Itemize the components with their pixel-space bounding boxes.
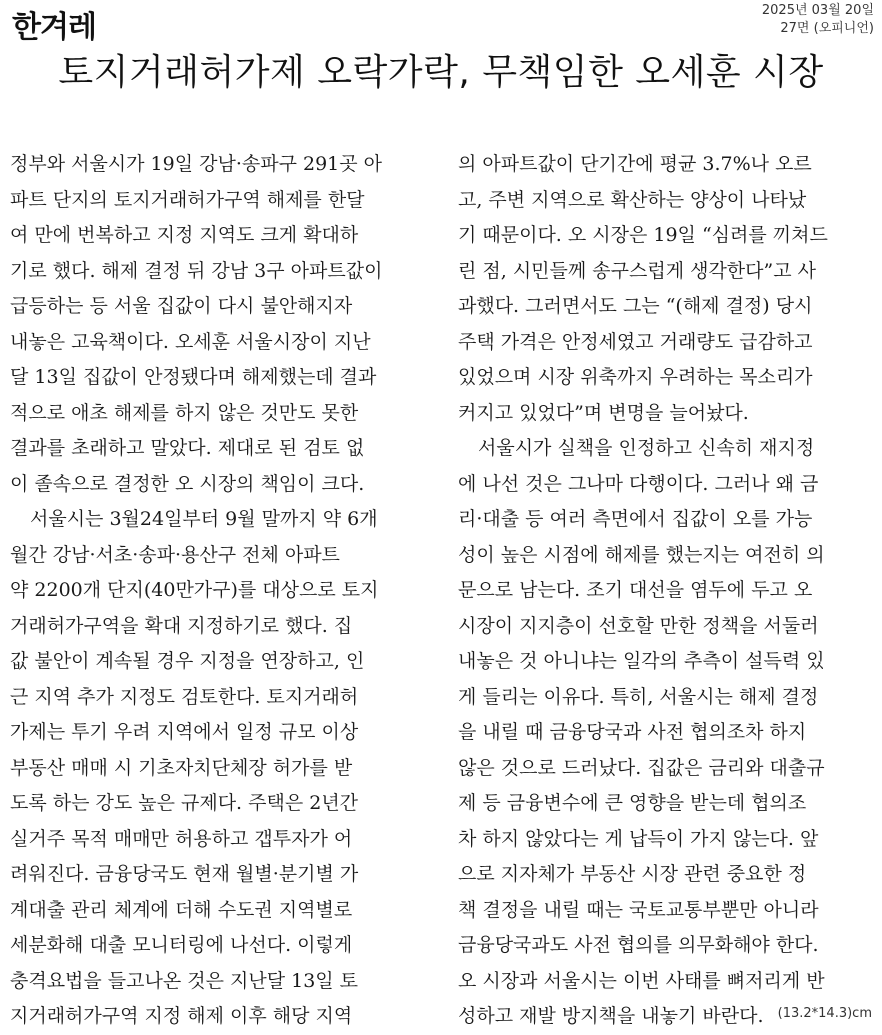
body-line: 성이 높은 시점에 해제를 했는지는 여전히 의 [458, 543, 825, 566]
body-line: 이 졸속으로 결정한 오 시장의 책임이 크다. [10, 472, 365, 495]
body-line: 에 나선 것은 그나마 다행이다. 그러나 왜 금 [458, 472, 819, 495]
body-line: 린 점, 시민들께 송구스럽게 생각한다”고 사 [458, 259, 816, 282]
body-line: 고, 주변 지역으로 확산하는 양상이 나타났 [458, 188, 807, 211]
newspaper-logo: 한겨레 [12, 10, 96, 45]
body-line: 거래허가구역을 확대 지정하기로 했다. 집 [10, 614, 353, 637]
body-line: 약 2200개 단지(40만가구)를 대상으로 토지 [10, 579, 379, 601]
body-line: 달 13일 집값이 안정됐다며 해제했는데 결과 [10, 366, 377, 388]
body-line: 게 들리는 이유다. 특히, 서울시는 해제 결정 [458, 685, 819, 708]
body-line: 기 때문이다. 오 시장은 19일 “심려를 끼쳐드 [458, 224, 828, 246]
body-line: 파트 단지의 토지거래허가구역 해제를 한달 [10, 188, 365, 211]
body-line: 주택 가격은 안정세였고 거래량도 급감하고 [458, 330, 813, 353]
headline: 토지거래허가제 오락가락, 무책임한 오세훈 시장 [58, 52, 824, 93]
body-line: 리·대출 등 여러 측면에서 집값이 오를 가능 [458, 508, 813, 530]
body-line: 여 만에 번복하고 지정 지역도 크게 확대하 [10, 224, 359, 246]
body-line: 책 결정을 내릴 때는 국토교통부뿐만 아니라 [458, 898, 819, 921]
body-line: 충격요법을 들고나온 것은 지난달 13일 토 [10, 969, 359, 992]
body-line: 으로 지자체가 부동산 시장 관련 중요한 정 [458, 863, 807, 885]
body-line: 실거주 목적 매매만 허용하고 갭투자가 어 [10, 827, 353, 850]
body-line: 제 등 금융변수에 큰 영향을 받는데 협의조 [458, 792, 807, 814]
body-line: 차 하지 않았다는 게 납득이 가지 않는다. 앞 [458, 827, 819, 850]
body-line: 않은 것으로 드러났다. 집값은 금리와 대출규 [458, 756, 825, 779]
body-line: 결과를 초래하고 말았다. 제대로 된 검토 없 [10, 437, 365, 459]
body-line: 있었으며 시장 위축까지 우려하는 목소리가 [458, 366, 813, 388]
body-line: 서울시가 실책을 인정하고 신속히 재지정 [478, 437, 815, 459]
body-line: 도록 하는 강도 높은 규제다. 주택은 2년간 [10, 792, 359, 814]
body-line: 을 내릴 때 금융당국과 사전 협의조차 하지 [458, 721, 807, 743]
body-line: 내놓은 것 아니냐는 일각의 추측이 설득력 있 [458, 650, 825, 672]
body-line: 정부와 서울시가 19일 강남·송파구 291곳 아 [10, 153, 382, 175]
body-line: 세분화해 대출 모니터링에 나선다. 이렇게 [10, 934, 353, 956]
body-line: 근 지역 추가 지정도 검토한다. 토지거래허 [10, 685, 359, 708]
body-line: 기로 했다. 해제 결정 뒤 강남 3구 아파트값이 [10, 259, 383, 282]
body-line: 계대출 관리 체계에 더해 수도권 지역별로 [10, 898, 353, 921]
body-line: 문으로 남는다. 조기 대선을 염두에 두고 오 [458, 579, 813, 601]
body-line: 내놓은 고육책이다. 오세훈 서울시장이 지난 [10, 330, 371, 353]
body-line: 적으로 애초 해제를 하지 않은 것만도 못한 [10, 401, 359, 424]
body-line: 가제는 투기 우려 지역에서 일정 규모 이상 [10, 721, 359, 743]
article-size-note: (13.2*14.3)cm [777, 1006, 872, 1021]
body-line: 부동산 매매 시 기초자치단체장 허가를 받 [10, 756, 353, 779]
body-line: 서울시는 3월24일부터 9월 말까지 약 6개 [30, 508, 378, 530]
body-line: 커지고 있었다”며 변명을 늘어놨다. [458, 401, 749, 424]
body-line: 급등하는 등 서울 집값이 다시 불안해지자 [10, 295, 353, 317]
article-meta [762, 2, 874, 38]
body-line: 려워진다. 금융당국도 현재 월별·분기별 가 [10, 863, 359, 885]
page-section: 27면 (오피니언) [780, 21, 874, 36]
body-line: 의 아파트값이 단기간에 평균 3.7%나 오르 [458, 153, 812, 175]
body-line: 월간 강남·서초·송파·용산구 전체 아파트 [10, 543, 340, 566]
body-line: 지거래허가구역 지정 해제 이후 해당 지역 [10, 1005, 353, 1027]
body-line: 값 불안이 계속될 경우 지정을 연장하고, 인 [10, 650, 365, 672]
body-line: 성하고 재발 방지책을 내놓기 바란다. [458, 1005, 764, 1027]
article-column-left [10, 147, 430, 1035]
article-column-right [458, 147, 878, 1035]
body-line: 오 시장과 서울시는 이번 사태를 뼈저리게 반 [458, 969, 825, 992]
publish-date: 2025년 03월 20일 [761, 3, 874, 18]
body-line: 과했다. 그러면서도 그는 “(해제 결정) 당시 [458, 295, 813, 317]
body-line: 금융당국과도 사전 협의를 의무화해야 한다. [458, 934, 819, 956]
body-line: 시장이 지지층이 선호할 만한 정책을 서둘러 [458, 614, 819, 637]
